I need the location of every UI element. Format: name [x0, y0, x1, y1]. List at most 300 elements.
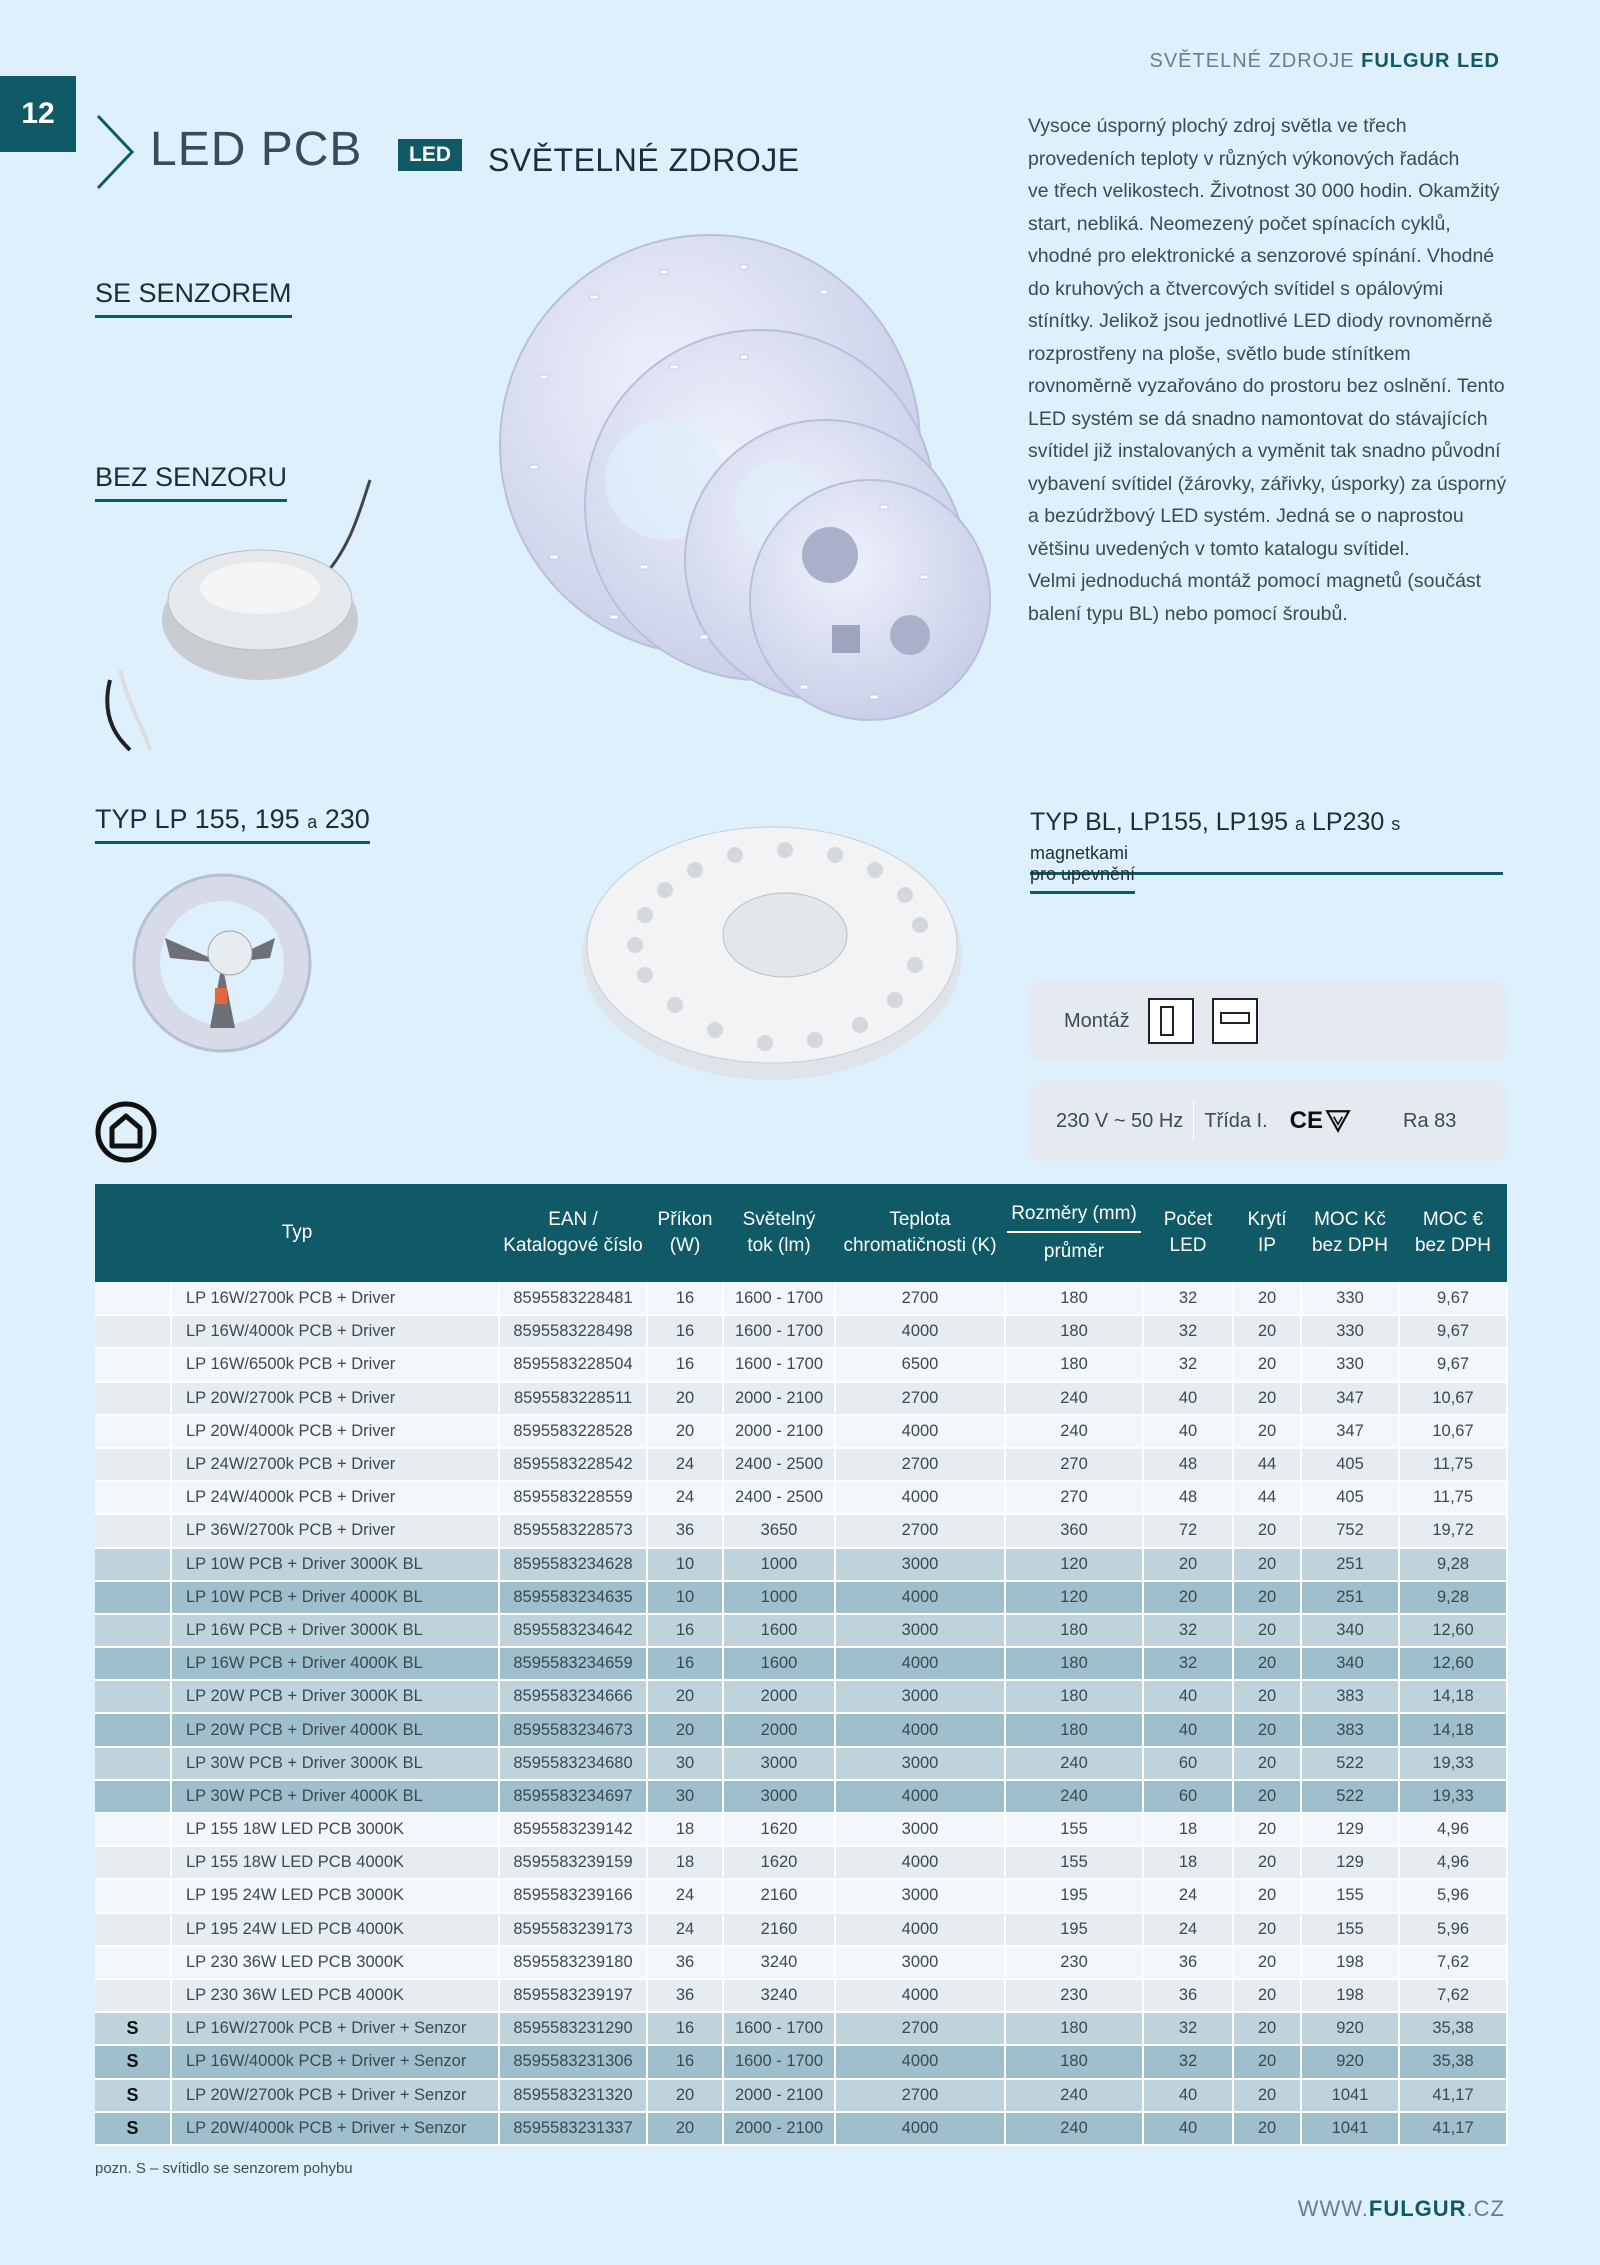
cell-k: 3000 — [835, 1614, 1005, 1647]
cell-w: 20 — [647, 2112, 723, 2145]
cell-ip: 20 — [1233, 1946, 1301, 1979]
th-kryti — [1233, 1184, 1301, 1282]
cell-ean: 8595583228559 — [499, 1481, 647, 1514]
cell-k: 3000 — [835, 1680, 1005, 1713]
cell-led: 18 — [1143, 1813, 1233, 1846]
cell-s — [95, 1282, 171, 1315]
cell-eur: 5,96 — [1399, 1879, 1507, 1912]
cell-ean: 8595583239159 — [499, 1846, 647, 1879]
cell-ean: 8595583239142 — [499, 1813, 647, 1846]
th-mockc-2: bez DPH — [1311, 1235, 1389, 1256]
cell-typ: LP 155 18W LED PCB 4000K — [171, 1846, 499, 1879]
cell-w: 16 — [647, 1614, 723, 1647]
cell-kc: 198 — [1301, 1979, 1399, 2012]
cell-eur: 41,17 — [1399, 2079, 1507, 2112]
cell-s: S — [95, 2045, 171, 2078]
cell-ean: 8595583228504 — [499, 1348, 647, 1381]
cell-s — [95, 1713, 171, 1746]
cell-eur: 7,62 — [1399, 1979, 1507, 2012]
cell-typ: LP 16W/6500k PCB + Driver — [171, 1348, 499, 1381]
cell-kc: 155 — [1301, 1913, 1399, 1946]
cell-kc: 340 — [1301, 1614, 1399, 1647]
cell-w: 24 — [647, 1448, 723, 1481]
th-ean-1: EAN / — [548, 1209, 598, 1230]
cell-eur: 10,67 — [1399, 1382, 1507, 1415]
cell-ip: 44 — [1233, 1448, 1301, 1481]
cell-k: 3000 — [835, 1813, 1005, 1846]
cell-w: 16 — [647, 2012, 723, 2045]
cell-led: 36 — [1143, 1979, 1233, 2012]
cell-ip: 20 — [1233, 1647, 1301, 1680]
cell-k: 4000 — [835, 1780, 1005, 1813]
cell-s — [95, 1647, 171, 1680]
cell-w: 16 — [647, 1315, 723, 1348]
cell-k: 2700 — [835, 1514, 1005, 1547]
table-row — [95, 1747, 1507, 1780]
cell-typ: LP 20W/4000k PCB + Driver — [171, 1415, 499, 1448]
cell-d: 240 — [1005, 2112, 1143, 2145]
cell-k: 2700 — [835, 1282, 1005, 1315]
cell-typ: LP 195 24W LED PCB 4000K — [171, 1913, 499, 1946]
cell-d: 180 — [1005, 1647, 1143, 1680]
cell-s — [95, 1979, 171, 2012]
cell-s — [95, 1348, 171, 1381]
label-se-senzorem: SE SENZOREM — [95, 278, 292, 318]
table-row — [95, 2012, 1507, 2045]
cell-ip: 20 — [1233, 2112, 1301, 2145]
cell-d: 180 — [1005, 1348, 1143, 1381]
page-subtitle: SVĚTELNÉ ZDROJE — [488, 142, 800, 178]
cell-ip: 20 — [1233, 1548, 1301, 1581]
cell-typ: LP 20W PCB + Driver 4000K BL — [171, 1713, 499, 1746]
cell-k: 2700 — [835, 1448, 1005, 1481]
cell-typ: LP 10W PCB + Driver 3000K BL — [171, 1548, 499, 1581]
cell-kc: 522 — [1301, 1780, 1399, 1813]
cell-d: 230 — [1005, 1979, 1143, 2012]
cell-ean: 8595583228481 — [499, 1282, 647, 1315]
cell-lm: 3240 — [723, 1979, 835, 2012]
cell-kc: 347 — [1301, 1415, 1399, 1448]
cell-typ: LP 36W/2700k PCB + Driver — [171, 1514, 499, 1547]
cell-lm: 3000 — [723, 1747, 835, 1780]
table-row — [95, 2045, 1507, 2078]
cell-k: 4000 — [835, 2045, 1005, 2078]
table-note: pozn. S – svítidlo se senzorem pohybu — [95, 2160, 353, 2177]
cell-s — [95, 1879, 171, 1912]
cell-typ: LP 20W/4000k PCB + Driver + Senzor — [171, 2112, 499, 2145]
cell-kc: 129 — [1301, 1846, 1399, 1879]
table-row — [95, 1315, 1507, 1348]
cell-typ: LP 24W/2700k PCB + Driver — [171, 1448, 499, 1481]
label-typ-lp-main: TYP LP 155, 195 — [95, 804, 300, 834]
cell-typ: LP 16W/4000k PCB + Driver — [171, 1315, 499, 1348]
cell-kc: 330 — [1301, 1348, 1399, 1381]
cell-s — [95, 1581, 171, 1614]
cell-s — [95, 1514, 171, 1547]
th-mocer-1: MOC € — [1422, 1209, 1484, 1230]
footer-prefix: WWW. — [1297, 2196, 1369, 2221]
cell-led: 18 — [1143, 1846, 1233, 1879]
label-bez-senzoru: BEZ SENZORU — [95, 462, 287, 502]
cell-w: 24 — [647, 1913, 723, 1946]
table-row — [95, 1913, 1507, 1946]
label-typ-bl-line2: pro upevnění — [1030, 864, 1135, 894]
cell-w: 10 — [647, 1548, 723, 1581]
cell-ip: 20 — [1233, 1680, 1301, 1713]
cell-lm: 2400 - 2500 — [723, 1481, 835, 1514]
cell-ean: 8595583234628 — [499, 1548, 647, 1581]
cell-led: 32 — [1143, 1614, 1233, 1647]
page-number: 12 — [0, 76, 76, 152]
cell-lm: 1600 - 1700 — [723, 1348, 835, 1381]
cell-k: 3000 — [835, 1548, 1005, 1581]
description-line: a bezúdržbový LED systém. Jedná se o naprostou — [1028, 505, 1464, 527]
cell-eur: 19,33 — [1399, 1780, 1507, 1813]
cell-w: 16 — [647, 1282, 723, 1315]
cell-s — [95, 1448, 171, 1481]
protection-class-label: Třída I. — [1204, 1109, 1268, 1132]
cell-s — [95, 1614, 171, 1647]
cell-k: 4000 — [835, 1315, 1005, 1348]
cell-ip: 20 — [1233, 1514, 1301, 1547]
table-row — [95, 1647, 1507, 1680]
th-tok-1: Světelný — [742, 1209, 816, 1230]
cell-d: 155 — [1005, 1813, 1143, 1846]
cell-eur: 10,67 — [1399, 1415, 1507, 1448]
cell-typ: LP 230 36W LED PCB 4000K — [171, 1979, 499, 2012]
cell-d: 180 — [1005, 1315, 1143, 1348]
cell-ean: 8595583231337 — [499, 2112, 647, 2145]
cell-typ: LP 24W/4000k PCB + Driver — [171, 1481, 499, 1514]
cell-ean: 8595583234680 — [499, 1747, 647, 1780]
cell-kc: 405 — [1301, 1481, 1399, 1514]
triangle-mark-icon — [1325, 1108, 1351, 1134]
cell-led: 40 — [1143, 1382, 1233, 1415]
cell-w: 20 — [647, 2079, 723, 2112]
cell-eur: 5,96 — [1399, 1913, 1507, 1946]
cell-lm: 2000 - 2100 — [723, 1415, 835, 1448]
cell-lm: 1600 - 1700 — [723, 1282, 835, 1315]
table-row — [95, 2112, 1507, 2145]
cell-d: 155 — [1005, 1846, 1143, 1879]
th-teplota-2: chromatičnosti (K) — [843, 1235, 997, 1256]
cell-lm: 3240 — [723, 1946, 835, 1979]
cell-lm: 1600 — [723, 1614, 835, 1647]
cell-ean: 8595583228498 — [499, 1315, 647, 1348]
table-row — [95, 1813, 1507, 1846]
cell-ip: 20 — [1233, 1813, 1301, 1846]
cell-ip: 20 — [1233, 2045, 1301, 2078]
label-typ-bl-small: s magnetkami — [1030, 814, 1401, 863]
cell-w: 20 — [647, 1680, 723, 1713]
cell-k: 4000 — [835, 1581, 1005, 1614]
cell-d: 195 — [1005, 1879, 1143, 1912]
description-line: rozprostřeny na ploše, světlo bude stínítkem — [1028, 342, 1411, 365]
cell-led: 60 — [1143, 1747, 1233, 1780]
cell-w: 24 — [647, 1879, 723, 1912]
cell-s — [95, 1680, 171, 1713]
th-mocer-2: bez DPH — [1414, 1235, 1492, 1256]
cell-kc: 129 — [1301, 1813, 1399, 1846]
cell-w: 20 — [647, 1713, 723, 1746]
cell-w: 36 — [647, 1946, 723, 1979]
cell-typ: LP 155 18W LED PCB 3000K — [171, 1813, 499, 1846]
description-line: Velmi jednoduchá montáž pomocí magnetů (součást — [1028, 570, 1482, 592]
th-pocet: Počet LED — [1143, 1184, 1233, 1282]
cell-typ: LP 20W/2700k PCB + Driver + Senzor — [171, 2079, 499, 2112]
cell-k: 4000 — [835, 1713, 1005, 1746]
cell-d: 120 — [1005, 1548, 1143, 1581]
cell-kc: 155 — [1301, 1879, 1399, 1912]
mount-box — [1030, 981, 1506, 1061]
cell-ean: 8595583228573 — [499, 1514, 647, 1547]
cell-s — [95, 1747, 171, 1780]
ceiling-mount-icon — [1212, 998, 1258, 1044]
description-line: provedeních teploty v různých výkonových řadách — [1028, 147, 1460, 170]
table-row — [95, 1415, 1507, 1448]
cell-w: 16 — [647, 1647, 723, 1680]
cell-k: 2700 — [835, 1382, 1005, 1415]
cell-ip: 20 — [1233, 1879, 1301, 1912]
cell-kc: 522 — [1301, 1747, 1399, 1780]
cell-k: 4000 — [835, 1913, 1005, 1946]
cell-d: 195 — [1005, 1913, 1143, 1946]
cell-lm: 1600 - 1700 — [723, 1315, 835, 1348]
cell-led: 32 — [1143, 1348, 1233, 1381]
cell-k: 4000 — [835, 1846, 1005, 1879]
table-row — [95, 1879, 1507, 1912]
cell-d: 240 — [1005, 1747, 1143, 1780]
label-typ-bl-230: LP230 — [1311, 808, 1385, 836]
cell-led: 48 — [1143, 1481, 1233, 1514]
cell-eur: 9,67 — [1399, 1315, 1507, 1348]
th-kryti-2: IP — [1258, 1235, 1276, 1256]
cell-ip: 20 — [1233, 1713, 1301, 1746]
cell-eur: 11,75 — [1399, 1448, 1507, 1481]
cell-typ: LP 20W/2700k PCB + Driver — [171, 1382, 499, 1415]
cell-w: 10 — [647, 1581, 723, 1614]
cell-d: 240 — [1005, 2079, 1143, 2112]
table-row — [95, 1348, 1507, 1381]
footer-url — [1298, 2196, 1505, 2222]
cell-eur: 9,28 — [1399, 1581, 1507, 1614]
cell-d: 240 — [1005, 1415, 1143, 1448]
cell-kc: 198 — [1301, 1946, 1399, 1979]
cell-w: 20 — [647, 1415, 723, 1448]
cell-kc: 251 — [1301, 1581, 1399, 1614]
cell-k: 4000 — [835, 2112, 1005, 2145]
description-line: LED systém se dá snadno namontovat do stávajících — [1028, 407, 1488, 430]
cell-ip: 20 — [1233, 1315, 1301, 1348]
cell-k: 3000 — [835, 1946, 1005, 1979]
cell-d: 180 — [1005, 1614, 1143, 1647]
cell-k: 2700 — [835, 2079, 1005, 2112]
ce-mark-icon: CE — [1289, 1107, 1324, 1134]
cell-ean: 8595583228542 — [499, 1448, 647, 1481]
cell-led: 32 — [1143, 2012, 1233, 2045]
cell-ip: 20 — [1233, 1747, 1301, 1780]
cell-typ: LP 30W PCB + Driver 4000K BL — [171, 1780, 499, 1813]
cell-s — [95, 1382, 171, 1415]
cell-ean: 8595583231306 — [499, 2045, 647, 2078]
description-line: rovnoměrně vyzařováno do prostoru bez oslnění. Tento — [1028, 375, 1505, 397]
cell-eur: 11,75 — [1399, 1481, 1507, 1514]
cell-led: 36 — [1143, 1946, 1233, 1979]
chevron-right-icon — [94, 112, 138, 192]
cell-kc: 330 — [1301, 1282, 1399, 1315]
description-line: svítidel již instalovaných a vyměnit tak snadno původní — [1028, 440, 1501, 462]
cell-k: 3000 — [835, 1879, 1005, 1912]
table-row — [95, 1448, 1507, 1481]
cell-ean: 8595583239180 — [499, 1946, 647, 1979]
cell-eur: 35,38 — [1399, 2045, 1507, 2078]
cell-w: 36 — [647, 1979, 723, 2012]
cell-s: S — [95, 2079, 171, 2112]
cell-ean: 8595583234673 — [499, 1713, 647, 1746]
cell-led: 48 — [1143, 1448, 1233, 1481]
cell-eur: 4,96 — [1399, 1846, 1507, 1879]
cell-ean: 8595583234697 — [499, 1780, 647, 1813]
cell-eur: 9,67 — [1399, 1282, 1507, 1315]
table-row — [95, 2079, 1507, 2112]
cell-typ: LP 16W/4000k PCB + Driver + Senzor — [171, 2045, 499, 2078]
cell-w: 24 — [647, 1481, 723, 1514]
description-line: vybavení svítidel (žárovky, zářivky, úsporky) za úsporný — [1028, 472, 1507, 495]
header-brand: FULGUR LED — [1361, 50, 1500, 72]
cell-eur: 9,28 — [1399, 1548, 1507, 1581]
label-typ-lp-a: a — [307, 812, 318, 832]
cell-ip: 20 — [1233, 1382, 1301, 1415]
table-row — [95, 1614, 1507, 1647]
lp-ring-photo — [125, 868, 320, 1058]
cell-d: 120 — [1005, 1581, 1143, 1614]
cell-led: 32 — [1143, 1282, 1233, 1315]
label-typ-lp — [95, 804, 370, 844]
th-prikon — [647, 1184, 723, 1282]
cell-ip: 20 — [1233, 1979, 1301, 2012]
description-line: ve třech velikostech. Životnost 30 000 hodin. Okamžitý — [1028, 180, 1500, 202]
separator — [1193, 1101, 1194, 1141]
cell-lm: 2160 — [723, 1913, 835, 1946]
th-teplota-1: Teplota — [889, 1209, 951, 1230]
cell-s: S — [95, 2112, 171, 2145]
cell-eur: 19,33 — [1399, 1747, 1507, 1780]
cell-lm: 2000 - 2100 — [723, 1382, 835, 1415]
cell-ip: 44 — [1233, 1481, 1301, 1514]
cell-s — [95, 1946, 171, 1979]
cell-kc: 405 — [1301, 1448, 1399, 1481]
cell-w: 30 — [647, 1780, 723, 1813]
cell-led: 20 — [1143, 1548, 1233, 1581]
cell-d: 230 — [1005, 1946, 1143, 1979]
cell-led: 32 — [1143, 1647, 1233, 1680]
cell-d: 180 — [1005, 2012, 1143, 2045]
cell-ean: 8595583239197 — [499, 1979, 647, 2012]
th-prikon-1: Příkon — [657, 1209, 713, 1230]
cell-lm: 2000 - 2100 — [723, 2112, 835, 2145]
cell-lm: 1000 — [723, 1548, 835, 1581]
cell-d: 240 — [1005, 1382, 1143, 1415]
cell-eur: 14,18 — [1399, 1713, 1507, 1746]
cell-typ: LP 30W PCB + Driver 3000K BL — [171, 1747, 499, 1780]
cell-ean: 8595583231320 — [499, 2079, 647, 2112]
cell-typ: LP 16W/2700k PCB + Driver — [171, 1282, 499, 1315]
cell-eur: 7,62 — [1399, 1946, 1507, 1979]
led-badge: LED — [398, 139, 462, 171]
description-line: Vysoce úsporný plochý zdroj světla ve třech — [1028, 115, 1407, 137]
cell-kc: 1041 — [1301, 2112, 1399, 2145]
mount-label: Montáž — [1064, 1009, 1130, 1032]
wall-mount-icon — [1148, 998, 1194, 1044]
cell-ip: 20 — [1233, 2079, 1301, 2112]
cell-ean: 8595583239166 — [499, 1879, 647, 1912]
cell-kc: 752 — [1301, 1514, 1399, 1547]
footer-suffix: .CZ — [1466, 2196, 1505, 2221]
cell-led: 32 — [1143, 2045, 1233, 2078]
cell-ip: 20 — [1233, 1846, 1301, 1879]
cell-k: 4000 — [835, 1979, 1005, 2012]
cell-s — [95, 1548, 171, 1581]
footer-brand: FULGUR — [1368, 2196, 1467, 2221]
cell-kc: 1041 — [1301, 2079, 1399, 2112]
cell-ip: 20 — [1233, 1415, 1301, 1448]
cell-k: 6500 — [835, 1348, 1005, 1381]
th-ean — [499, 1184, 647, 1282]
cell-s — [95, 1846, 171, 1879]
cell-typ: LP 195 24W LED PCB 3000K — [171, 1879, 499, 1912]
cell-s — [95, 1780, 171, 1813]
cell-ean: 8595583234642 — [499, 1614, 647, 1647]
table-row — [95, 1382, 1507, 1415]
cell-w: 30 — [647, 1747, 723, 1780]
cell-kc: 920 — [1301, 2012, 1399, 2045]
top-header — [1150, 50, 1501, 73]
cell-s — [95, 1415, 171, 1448]
description-line: většinu uvedených v tomto katalogu svítidel. — [1028, 537, 1410, 560]
cell-s — [95, 1481, 171, 1514]
cell-ean: 8595583234635 — [499, 1581, 647, 1614]
cell-led: 40 — [1143, 1415, 1233, 1448]
cell-kc: 920 — [1301, 2045, 1399, 2078]
cell-kc: 251 — [1301, 1548, 1399, 1581]
cell-led: 32 — [1143, 1315, 1233, 1348]
th-tok-2: tok (lm) — [747, 1235, 811, 1256]
cell-d: 180 — [1005, 2045, 1143, 2078]
cell-eur: 14,18 — [1399, 1680, 1507, 1713]
product-table — [95, 1184, 1507, 2146]
th-tok — [723, 1184, 835, 1282]
cell-d: 270 — [1005, 1481, 1143, 1514]
cell-lm: 2160 — [723, 1879, 835, 1912]
cell-ip: 20 — [1233, 1282, 1301, 1315]
description-line: stínítky. Jelikož jsou jednotlivé LED diody rovnoměrně — [1028, 310, 1493, 332]
cell-d: 270 — [1005, 1448, 1143, 1481]
power-box — [1030, 1081, 1506, 1161]
cell-k: 4000 — [835, 1481, 1005, 1514]
table-row — [95, 1581, 1507, 1614]
description-line: balení typu BL) nebo pomocí šroubů. — [1028, 602, 1348, 625]
cell-eur: 12,60 — [1399, 1614, 1507, 1647]
cell-led: 24 — [1143, 1879, 1233, 1912]
description-line: do kruhových a čtvercových svítidel s opálovými — [1028, 277, 1444, 300]
cell-typ: LP 16W PCB + Driver 4000K BL — [171, 1647, 499, 1680]
page-title: LED PCB — [150, 123, 363, 176]
cell-eur: 9,67 — [1399, 1348, 1507, 1381]
cell-led: 40 — [1143, 1713, 1233, 1746]
cell-kc: 340 — [1301, 1647, 1399, 1680]
th-prikon-2: (W) — [669, 1235, 701, 1256]
description-line: start, nebliká. Neomezený počet spínacích cyklů, — [1028, 212, 1451, 235]
